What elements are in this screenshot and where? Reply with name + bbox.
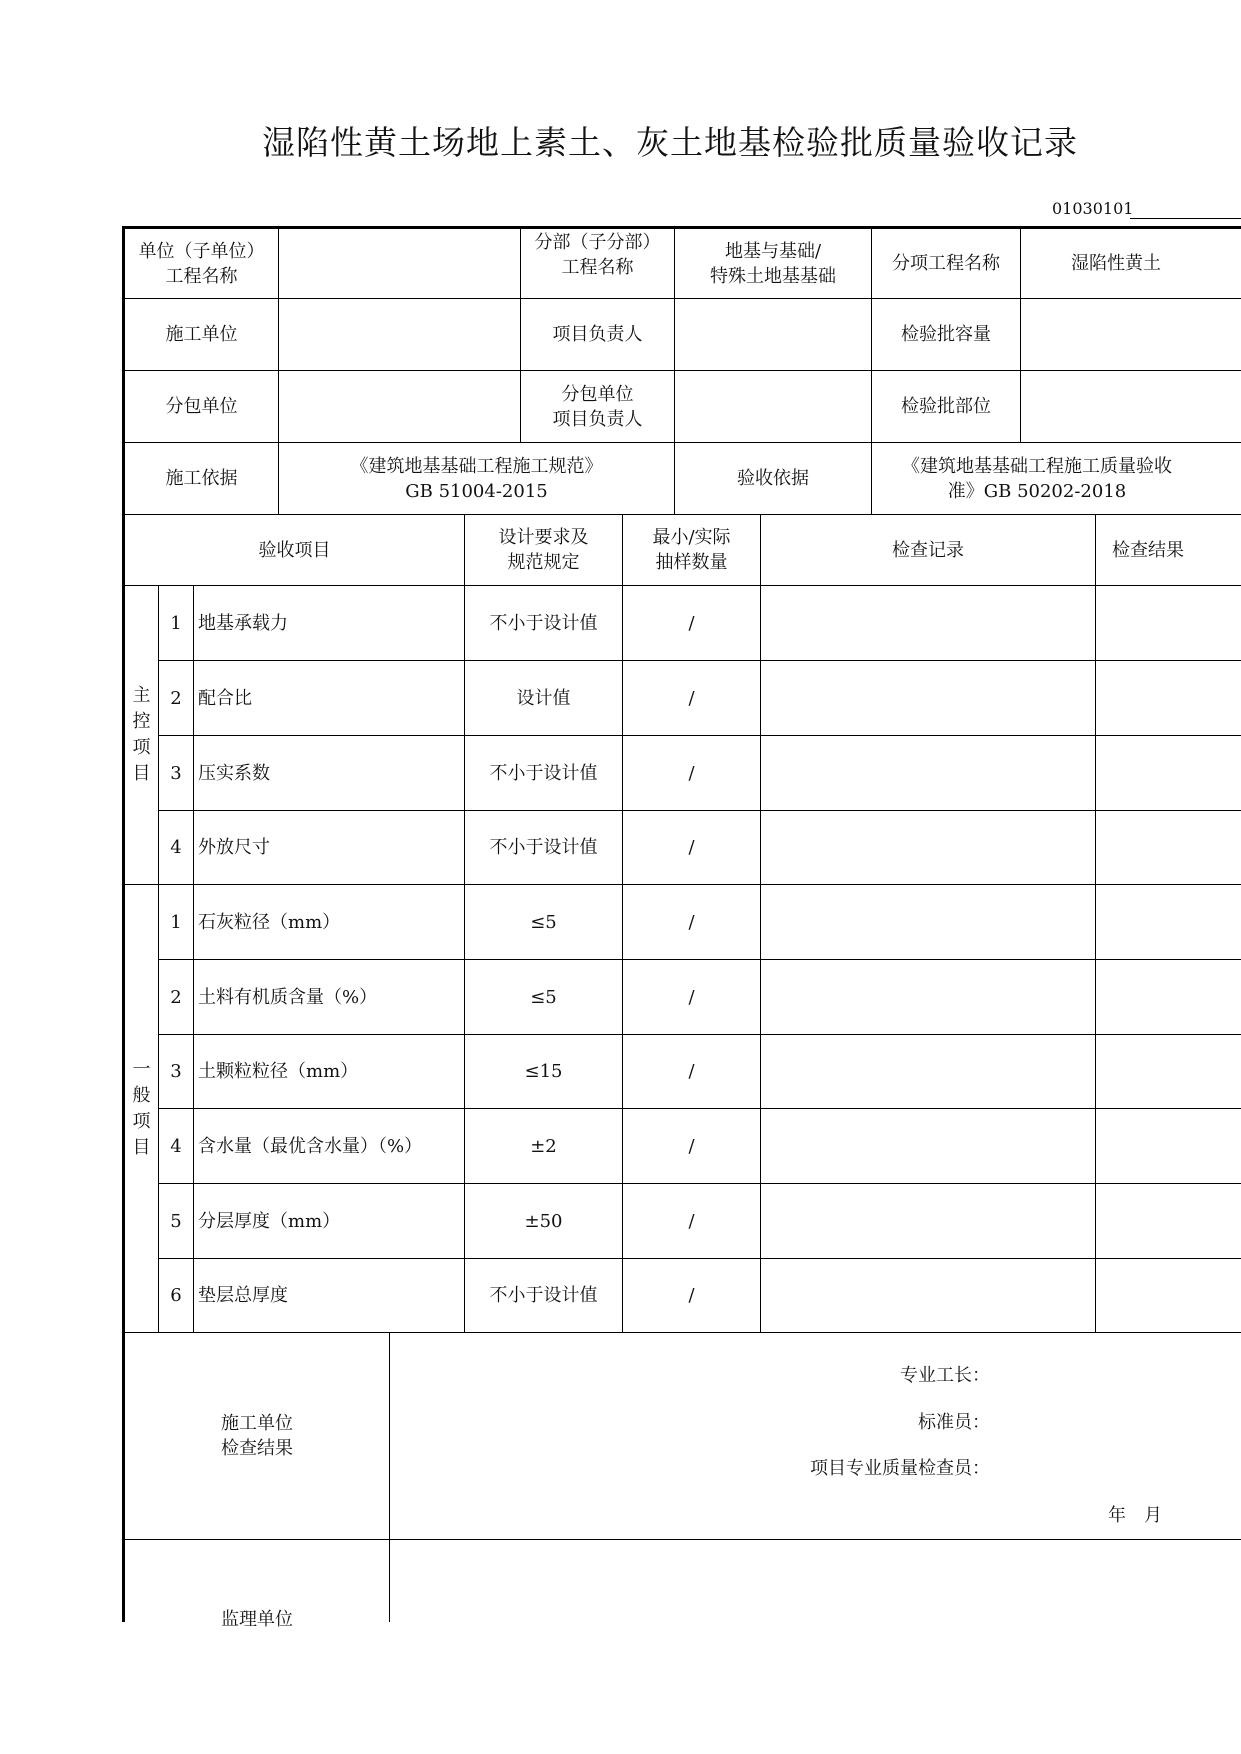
main-item-design: 不小于设计值 (489, 612, 598, 634)
sub-manager-value[interactable] (675, 371, 871, 442)
general-item-no: 6 (170, 1285, 182, 1306)
main-item-sample: / (688, 612, 695, 634)
main-item-sample: / (688, 687, 695, 709)
date-label: 年 月 (1108, 1504, 1162, 1526)
main-item-design: 不小于设计值 (489, 837, 598, 858)
division-label: 分部（子分部） 工程名称 (534, 232, 661, 278)
record-code-underline (1130, 218, 1241, 219)
main-item-no: 2 (170, 687, 182, 709)
project-manager-label: 项目负责人 (552, 324, 643, 345)
general-item-design: 不小于设计值 (489, 1285, 598, 1306)
contractor-result-label: 施工单位 检查结果 (221, 1413, 293, 1459)
general-item-name: 垫层总厚度 (198, 1285, 288, 1306)
main-item-name: 压实系数 (198, 762, 270, 784)
main-item-sample: / (688, 762, 695, 784)
main-item-name: 配合比 (198, 687, 252, 709)
column-sample: 最小/实际 抽样数量 (652, 527, 731, 573)
general-item-no: 5 (170, 1210, 182, 1232)
subcontractor-label: 分包单位 (165, 396, 238, 417)
general-item-no: 3 (170, 1061, 182, 1082)
project-manager-value[interactable] (675, 299, 871, 370)
standard-officer-signature-label: 标准员： (918, 1411, 990, 1433)
column-result: 检查结果 (1112, 539, 1184, 561)
batch-location-label: 检验批部位 (901, 396, 991, 417)
contractor-value[interactable] (279, 299, 520, 370)
subitem-label: 分项工程名称 (892, 253, 1000, 274)
general-item-name: 石灰粒径（mm） (198, 911, 341, 933)
general-item-sample: / (688, 1285, 695, 1306)
record-code: 01030101 (1052, 199, 1134, 218)
general-item-sample: / (688, 1061, 695, 1082)
main-control-group-label: 主 控 项 目 (132, 685, 151, 784)
general-item-design: ≤5 (530, 911, 557, 933)
general-item-no: 4 (170, 1135, 182, 1157)
grid-line (760, 514, 761, 1332)
main-item-sample: / (688, 837, 695, 858)
subcontractor-value[interactable] (279, 371, 520, 442)
main-item-no: 1 (170, 612, 182, 634)
general-item-name: 土颗粒粒径（mm） (198, 1061, 359, 1082)
general-item-sample: / (688, 911, 695, 933)
column-item: 验收项目 (258, 539, 331, 561)
grid-line (122, 1539, 1241, 1540)
column-design: 设计要求及 规范规定 (498, 527, 589, 573)
main-item-design: 设计值 (516, 687, 571, 709)
general-item-no: 2 (170, 986, 182, 1008)
main-item-no: 3 (170, 762, 182, 784)
construction-basis-label: 施工依据 (165, 468, 238, 489)
general-item-design: ±2 (530, 1135, 557, 1157)
page-title: 湿陷性黄土场地上素土、灰土地基检验批质量验收记录 (262, 123, 1078, 162)
foreman-signature-label: 专业工长： (900, 1364, 990, 1386)
general-item-design: ≤15 (524, 1061, 563, 1082)
general-item-design: ±50 (524, 1210, 563, 1232)
general-item-design: ≤5 (530, 986, 557, 1008)
acceptance-basis-value: 《建筑地基基础工程施工质量验收 准》GB 50202-2018 (902, 455, 1172, 502)
general-item-name: 分层厚度（mm） (198, 1210, 341, 1232)
supervisor-label: 监理单位 (221, 1609, 293, 1630)
batch-capacity-label: 检验批容量 (901, 324, 991, 345)
main-item-no: 4 (170, 837, 182, 858)
division-value: 地基与基础/ 特殊土地基基础 (710, 240, 836, 287)
general-item-sample: / (688, 1135, 695, 1157)
batch-location-value[interactable] (1021, 371, 1241, 442)
general-item-no: 1 (170, 911, 182, 933)
column-record: 检查记录 (892, 539, 964, 561)
main-item-name: 外放尺寸 (198, 837, 270, 858)
batch-capacity-value[interactable] (1021, 299, 1241, 370)
quality-inspector-signature-label: 项目专业质量检查员： (810, 1457, 990, 1479)
general-item-name: 含水量（最优含水量）（%） (198, 1135, 423, 1157)
main-item-design: 不小于设计值 (489, 762, 598, 784)
construction-basis-value: 《建筑地基基础工程施工规范》 GB 51004-2015 (350, 455, 603, 502)
general-item-name: 土料有机质含量（%） (198, 986, 378, 1008)
acceptance-basis-label: 验收依据 (737, 468, 809, 489)
grid-line (1095, 514, 1096, 1332)
subitem-value: 湿陷性黄土 (1071, 253, 1161, 274)
grid-line (389, 1332, 390, 1622)
main-item-name: 地基承载力 (198, 612, 288, 634)
general-item-sample: / (688, 1210, 695, 1232)
unit-project-value[interactable] (279, 229, 520, 298)
sub-manager-label: 分包单位 项目负责人 (552, 383, 643, 430)
general-group-label: 一 般 项 目 (132, 1058, 151, 1158)
general-item-sample: / (688, 986, 695, 1008)
contractor-label: 施工单位 (165, 324, 238, 345)
unit-project-label: 单位（子单位） 工程名称 (138, 240, 265, 287)
